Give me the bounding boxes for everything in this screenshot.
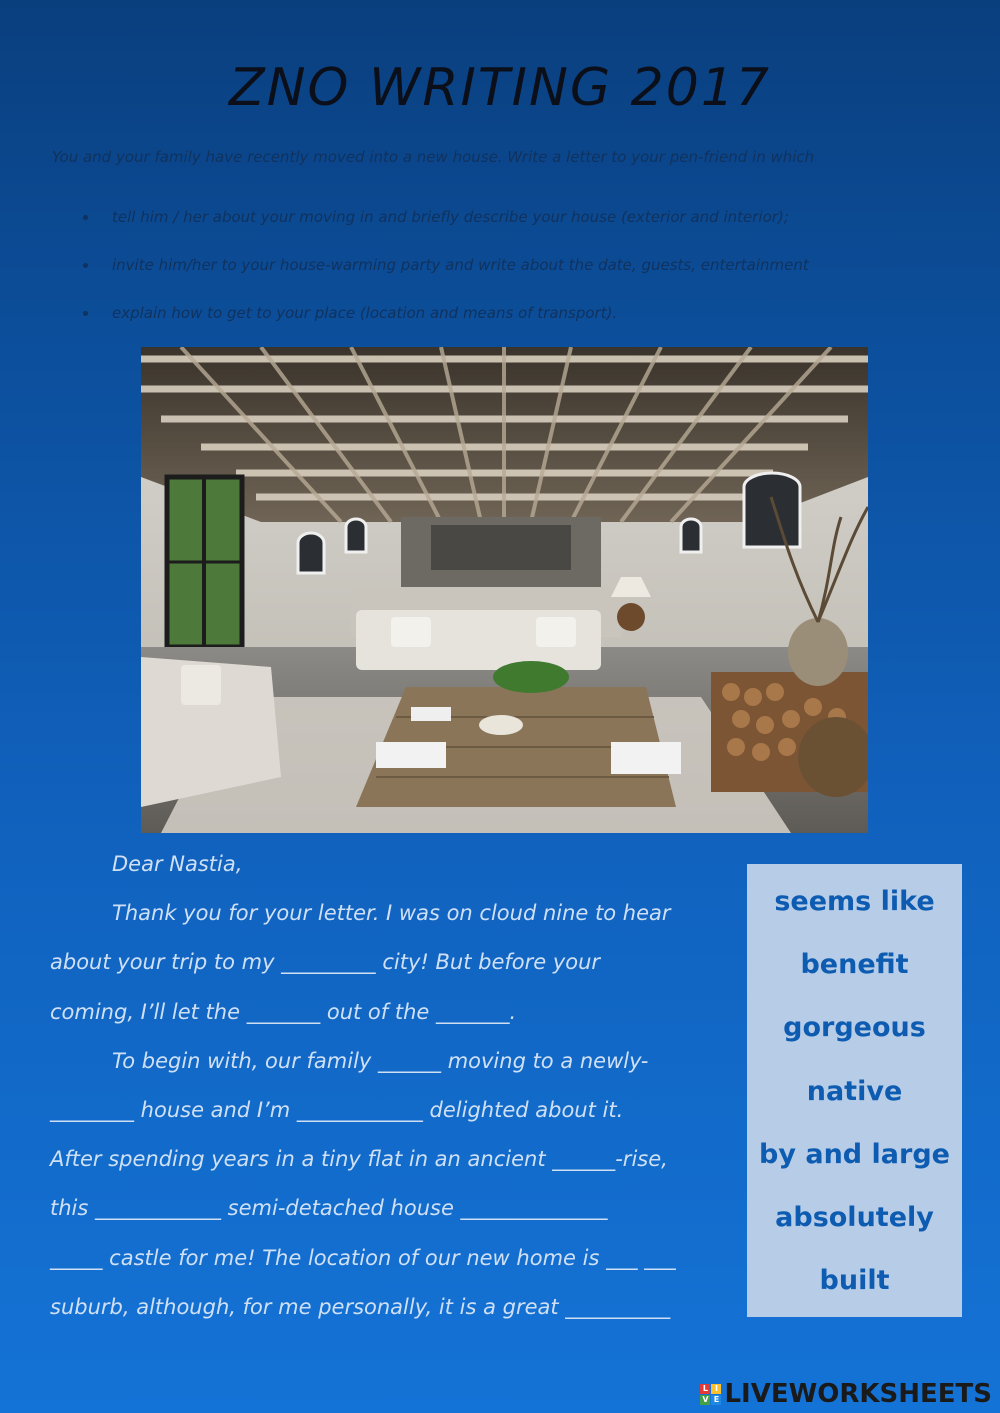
letter-line: After spending years in a tiny flat in an ancient ______-rise, <box>50 1147 668 1172</box>
word-bank-item[interactable]: absolutely <box>775 1201 934 1233</box>
brand-logo-letter: E <box>711 1395 721 1405</box>
task-intro: You and your family have recently moved into a new house. Write a letter to your pen-friend in which <box>52 148 815 166</box>
brand-watermark <box>700 1380 992 1408</box>
word-bank-item[interactable]: by and large <box>759 1138 950 1170</box>
brand-logo-icon <box>700 1384 721 1405</box>
letter-line: To begin with, our family ______ moving to a newly- <box>112 1048 649 1073</box>
brand-logo-letter: I <box>711 1384 721 1394</box>
word-bank-item[interactable]: seems like <box>774 886 935 917</box>
letter-line: _____ castle for me! The location of our new home is ___ ___ <box>50 1245 676 1270</box>
word-bank-item[interactable]: gorgeous <box>783 1012 926 1044</box>
living-room-photo <box>141 347 868 833</box>
letter-line: Thank you for your letter. I was on cloud nine to hear <box>112 901 671 926</box>
word-bank-item[interactable]: benefit <box>800 949 909 981</box>
letter-line: this ____________ semi-detached house ______________ <box>50 1196 608 1221</box>
letter-text <box>50 842 740 1334</box>
task-bullet: tell him / her about your moving in and briefly describe your house (exterior and interior); <box>80 204 809 252</box>
word-bank-item[interactable]: native <box>806 1075 903 1107</box>
page-title: ZNO WRITING 2017 <box>228 58 772 118</box>
brand-logo-letter: L <box>700 1384 710 1394</box>
letter-line: Dear Nastia, <box>112 852 243 876</box>
letter-line: ________ house and I’m ____________ delighted about it. <box>50 1097 624 1122</box>
task-bullets <box>80 204 809 348</box>
letter-line: about your trip to my _________ city! But before your <box>50 950 601 975</box>
task-bullet: invite him/her to your house-warming party and write about the date, guests, entertainment <box>80 252 809 300</box>
brand-logo-letter: V <box>702 1394 709 1404</box>
brand-name: LIVEWORKSHEETS <box>724 1379 992 1409</box>
word-bank <box>747 864 962 1317</box>
task-bullet: explain how to get to your place (location and means of transport). <box>80 300 809 348</box>
word-bank-item[interactable]: built <box>819 1265 890 1297</box>
letter-line: suburb, although, for me personally, it is a great __________ <box>50 1294 671 1319</box>
letter-line: coming, I’ll let the _______ out of the _______. <box>50 999 517 1024</box>
